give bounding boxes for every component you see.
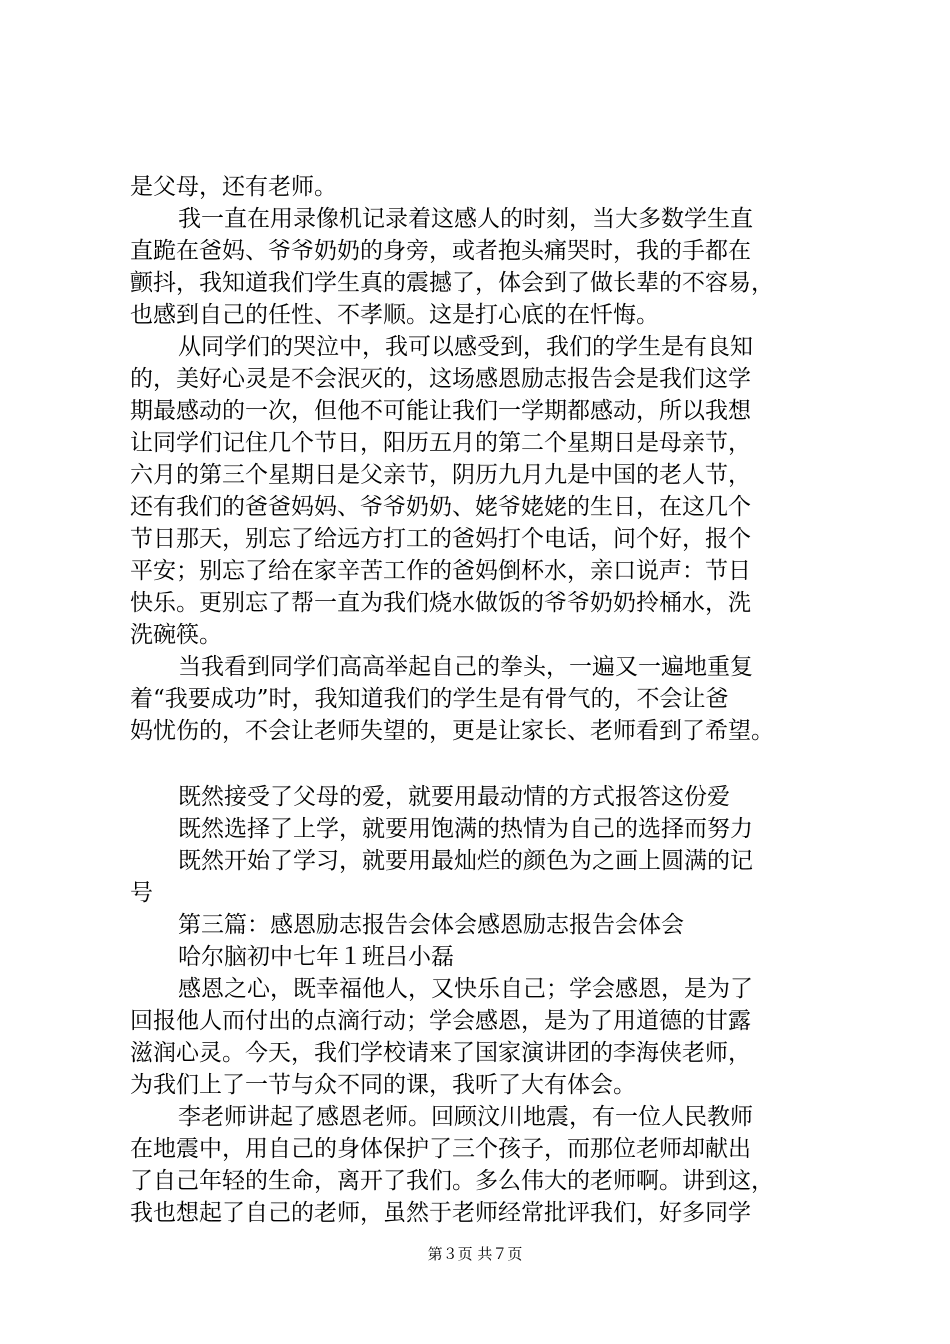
blank-line [130, 747, 830, 781]
text-line: 让同学们记住几个节日，阳历五月的第二个星期日是母亲节， [130, 430, 751, 456]
text-line: 的，美好心灵是不会泯灭的，这场感恩励志报告会是我们这学 [130, 366, 751, 392]
paragraph-start-line: 当我看到同学们高高举起自己的拳头，一遍又一遍地重复 [178, 654, 753, 680]
document-body [130, 171, 830, 1229]
section-heading: 第三篇：感恩励志报告会体会感恩励志报告会体会 [178, 912, 684, 938]
text-line: 节日那天，别忘了给远方打工的爸妈打个电话，问个好，报个 [130, 526, 751, 552]
text-line: 是父母，还有老师。 [130, 174, 337, 200]
text-line: 滋润心灵。今天，我们学校请来了国家演讲团的李海侠老师， [130, 1040, 751, 1066]
paragraph-start-line: 李老师讲起了感恩老师。回顾汶川地震，有一位人民教师 [178, 1104, 753, 1130]
text-line: 期最感动的一次，但他不可能让我们一学期都感动，所以我想 [130, 398, 751, 424]
text-line: 号 [130, 880, 153, 906]
text-line: 快乐。更别忘了帮一直为我们烧水做饭的爷爷奶奶拎桶水，洗 [130, 590, 751, 616]
text-line: 还有我们的爸爸妈妈、爷爷奶奶、姥爷姥姥的生日，在这几个 [130, 494, 751, 520]
closing-line: 既然开始了学习，就要用最灿烂的颜色为之画上圆满的记 [178, 848, 753, 874]
paragraph-start-line: 从同学们的哭泣中，我可以感受到，我们的学生是有良知 [178, 334, 753, 360]
text-line: 洗碗筷。 [130, 622, 222, 648]
text-line: 我也想起了自己的老师，虽然于老师经常批评我们，好多同学 [130, 1200, 751, 1226]
text-line: 了自己年轻的生命，离开了我们。多么伟大的老师啊。讲到这， [130, 1168, 774, 1194]
text-line: 在地震中，用自己的身体保护了三个孩子，而那位老师却献出 [130, 1136, 751, 1162]
text-line: 回报他人而付出的点滴行动；学会感恩，是为了用道德的甘露 [130, 1008, 751, 1034]
page-number-footer: 第３页 共７页 [427, 1245, 523, 1263]
text-line: 颤抖，我知道我们学生真的震撼了，体会到了做长辈的不容易， [130, 270, 774, 296]
paragraph-start-line: 我一直在用录像机记录着这感人的时刻，当大多数学生直 [178, 206, 753, 232]
text-line: 着“我要成功”时，我知道我们的学生是有骨气的，不会让爸 [130, 686, 729, 712]
text-line: 平安；别忘了给在家辛苦工作的爸妈倒杯水，亲口说声：节日 [130, 558, 751, 584]
closing-line: 既然选择了上学，就要用饱满的热情为自己的选择而努力 [178, 816, 753, 842]
text-line: 六月的第三个星期日是父亲节，阴历九月九是中国的老人节， [130, 462, 751, 488]
text-line: 也感到自己的任性、不孝顺。这是打心底的在忏悔。 [130, 302, 659, 328]
closing-line: 既然接受了父母的爱，就要用最动情的方式报答这份爱 [178, 784, 730, 810]
paragraph-start-line: 感恩之心，既幸福他人，又快乐自己；学会感恩，是为了 [178, 976, 753, 1002]
text-line: 为我们上了一节与众不同的课，我听了大有体会。 [130, 1072, 636, 1098]
text-line: 妈忧伤的，不会让老师失望的，更是让家长、老师看到了希望。 [130, 718, 774, 744]
author-line: 哈尔脑初中七年１班吕小磊 [178, 944, 454, 970]
text-line: 直跪在爸妈、爷爷奶奶的身旁，或者抱头痛哭时，我的手都在 [130, 238, 751, 264]
